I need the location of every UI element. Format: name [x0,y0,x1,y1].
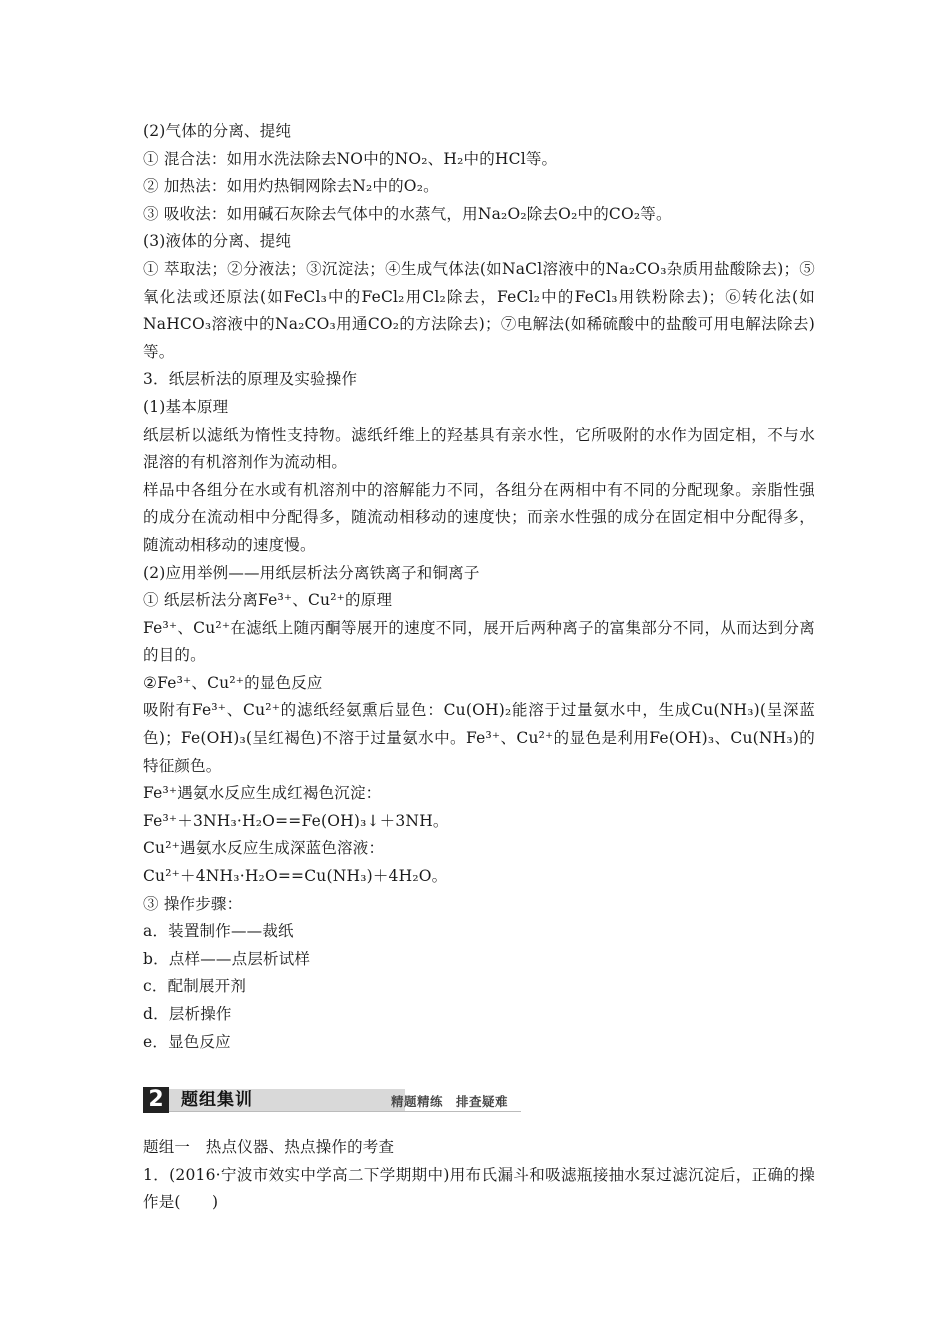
banner-number: 2 [143,1087,169,1113]
section-banner [143,1087,521,1113]
gas-method-absorption: ③ 吸收法：如用碱石灰除去气体中的水蒸气，用Na₂O₂除去O₂中的CO₂等。 [143,204,672,223]
cu-equation: Cu²⁺＋4NH₃·H₂O==Cu(NH₃)＋4H₂O。 [143,867,448,886]
example-heading: (2)应用举例——用纸层析法分离铁离子和铜离子 [143,563,480,582]
banner-tagline: 精题精练 排查疑难 [391,1094,509,1109]
gas-separation-heading: (2)气体的分离、提纯 [143,122,292,140]
exercise-section [143,1134,815,1217]
gas-method-mixing: ① 混合法：如用水洗法除去NO中的NO₂、H₂中的HCl等。 [143,149,558,168]
banner-title: 题组集训 [181,1090,253,1110]
principle-paragraph-1: 纸层析以滤纸为惰性支持物。滤纸纤维上的羟基具有亲水性，它所吸附的水作为固定相，不与水混溶的有机溶剂作为流动相。 [143,425,815,472]
fe-equation: Fe³⁺＋3NH₃·H₂O==Fe(OH)₃↓＋3NH。 [143,811,449,830]
step-item: a．装置制作——裁纸 [143,922,294,941]
example-paragraph-1: Fe³⁺、Cu²⁺在滤纸上随丙酮等展开的速度不同，展开后两种离子的富集部分不同，从而达到分离的目的。 [143,618,815,665]
liquid-methods-paragraph: ① 萃取法；②分液法；③沉淀法；④生成气体法(如NaCl溶液中的Na₂CO₃杂质用盐酸除去)；⑤氧化法或还原法(如FeCl₃中的FeCl₂用Cl₂除去，FeCl₂中的FeCl₃用铁粉除去)；⑥转化法(如NaHCO₃溶液中的Na₂CO₃用通CO₂的方法除去)；⑦电解法(如稀硫酸中的盐酸可用电解法除去)等。 [143,259,815,361]
exercise-question: 1．(2016·宁波市效实中学高二下学期期中)用布氏漏斗和吸滤瓶接抽水泵过滤沉淀后，正确的操作是( ) [143,1165,815,1212]
example-paragraph-2: 吸附有Fe³⁺、Cu²⁺的滤纸经氨熏后显色：Cu(OH)₂能溶于过量氨水中，生成Cu(NH₃)(呈深蓝色)；Fe(OH)₃(呈红褐色)不溶于过量氨水中。Fe³⁺、Cu²⁺的显色是利用Fe(OH)₃、Cu(NH₃)的特征颜色。 [143,701,815,775]
example-subheading-principle: ① 纸层析法分离Fe³⁺、Cu²⁺的原理 [143,591,393,610]
step-item: d．层析操作 [143,1005,232,1023]
cu-reaction-intro: Cu²⁺遇氨水反应生成深蓝色溶液： [143,839,385,858]
step-item: c．配制展开剂 [143,977,247,996]
step-item: b．点样——点层析试样 [143,949,311,968]
fe-reaction-intro: Fe³⁺遇氨水反应生成红褐色沉淀： [143,784,382,803]
chromatography-heading: 3．纸层析法的原理及实验操作 [143,370,358,389]
document-body [143,118,815,1056]
principle-paragraph-2: 样品中各组分在水或有机溶剂中的溶解能力不同，各组分在两相中有不同的分配现象。亲脂性强的成分在流动相中分配得多，随流动相移动的速度快；而亲水性强的成分在固定相中分配得多，随流动相移动的速度慢。 [143,480,815,554]
exercise-group-heading: 题组一 热点仪器、热点操作的考查 [143,1138,395,1156]
gas-method-heating: ② 加热法：如用灼热铜网除去N₂中的O₂。 [143,177,439,196]
liquid-separation-heading: (3)液体的分离、提纯 [143,232,292,251]
step-item: e．显色反应 [143,1032,231,1051]
steps-heading: ③ 操作步骤： [143,894,243,913]
principle-heading: (1)基本原理 [143,397,229,416]
example-subheading-color: ②Fe³⁺、Cu²⁺的显色反应 [143,673,323,692]
